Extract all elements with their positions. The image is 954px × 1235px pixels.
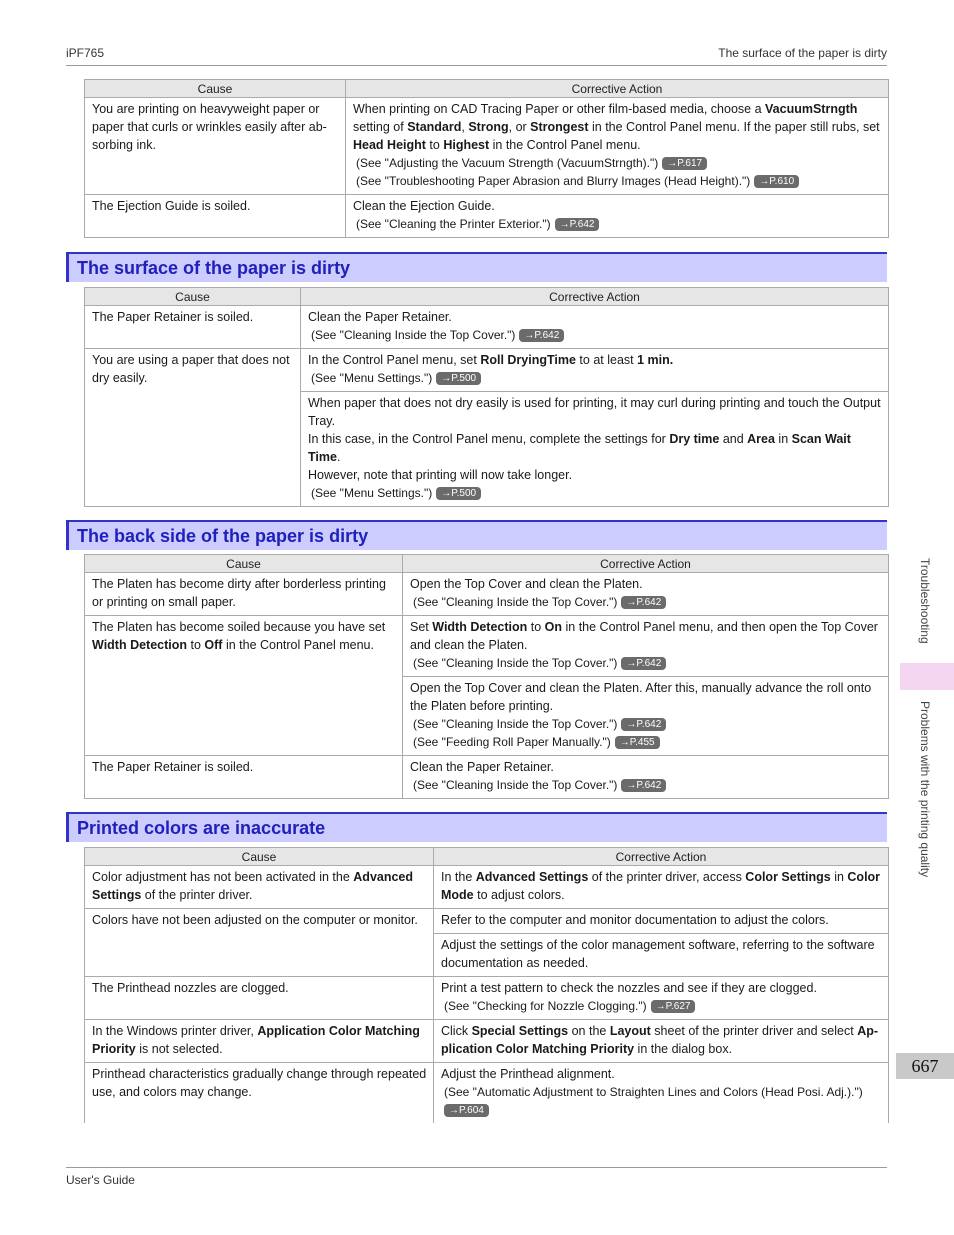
cause-cell: The Paper Retainer is soiled.: [85, 756, 403, 799]
page-link[interactable]: →P.617: [662, 157, 707, 170]
table-row: [85, 306, 889, 349]
action-cell: In the Control Panel menu, set Roll DryingTime to at least 1 min. (See "Menu Settings.") →P.500: [301, 349, 889, 392]
action-cell: When printing on CAD Tracing Paper or other film-based media, choose a VacuumStrngth setting of Standard, Strong, or Strongest in the Control Panel menu. If the paper still rubs, set Head Height to Highest in the Control Panel menu. (See "Adjusting the Vacuum Strength (VacuumStrngth).") →P.617 (See "Troubleshooting Paper Abrasion and Blurry Images (Head Height).") →P.610: [346, 98, 889, 195]
cause-cell: The Ejection Guide is soiled.: [85, 195, 346, 238]
cause-cell: The Paper Retainer is soiled.: [85, 306, 301, 349]
action-cell: Open the Top Cover and clean the Platen. After this, manually advance the roll onto the Platen before printing. (See "Cleaning Inside the Top Cover.") →P.642 (See "Feeding Roll Paper Manually.") →P.455: [403, 677, 889, 756]
table-continued: [84, 79, 889, 238]
col-header-action: Corrective Action: [346, 80, 889, 98]
cause-cell: Color adjustment has not been activated in the Advanced Settings of the printer driver.: [85, 866, 434, 909]
page-link[interactable]: →P.642: [621, 718, 666, 731]
reference: (See "Automatic Adjustment to Straighten Lines and Colors (Head Posi. Adj.).") →P.604: [444, 1085, 863, 1116]
table-colors-inaccurate: [84, 847, 889, 1123]
section-heading: [66, 252, 887, 282]
action-cell: In the Advanced Settings of the printer driver, access Color Settings in Color Mode to adjust colors.: [434, 866, 889, 909]
reference: (See "Cleaning Inside the Top Cover.") →P.642: [308, 326, 882, 344]
table-row: [85, 866, 889, 909]
page-link[interactable]: →P.500: [436, 487, 481, 500]
table-row: [85, 573, 889, 616]
page-link[interactable]: →P.610: [754, 175, 799, 188]
section-heading: [66, 812, 887, 842]
table-back-dirty: [84, 554, 889, 799]
sidebar-tab-marker: [900, 663, 954, 690]
action-cell: Click Special Settings on the Layout sheet of the printer driver and select Ap-plication Color Matching Priority in the dialog box.: [434, 1020, 889, 1063]
action-cell: Adjust the settings of the color management software, referring to the software documentation as needed.: [434, 934, 889, 977]
table-surface-dirty: [84, 287, 889, 507]
col-header-action: Corrective Action: [434, 848, 889, 866]
page-link[interactable]: →P.642: [621, 779, 666, 792]
action-cell: When paper that does not dry easily is used for printing, it may curl during printing and touch the Output Tray. In this case, in the Control Panel menu, complete the settings for Dry time and Area in Scan Wait Time. However, note that printing will now take longer. (See "Menu Settings.") →P.500: [301, 392, 889, 507]
col-header-action: Corrective Action: [301, 288, 889, 306]
section-title: The back side of the paper is dirty: [77, 526, 369, 546]
col-header-cause: Cause: [85, 848, 434, 866]
cause-cell: The Platen has become dirty after borderless printing or printing on small paper.: [85, 573, 403, 616]
page-header: [66, 45, 887, 66]
page-link[interactable]: →P.642: [621, 596, 666, 609]
page-footer: User's Guide: [66, 1167, 887, 1187]
section-title: Printed colors are inaccurate: [77, 818, 326, 838]
reference: (See "Cleaning Inside the Top Cover.") →P.642: [410, 715, 882, 733]
reference: (See "Adjusting the Vacuum Strength (VacuumStrngth).") →P.617: [353, 154, 882, 172]
reference: (See "Cleaning Inside the Top Cover.") →P.642: [410, 593, 882, 611]
table-row: [85, 349, 889, 392]
table-row: [85, 1063, 889, 1124]
col-header-cause: Cause: [85, 555, 403, 573]
table-row: [85, 1020, 889, 1063]
cause-cell: Printhead characteristics gradually change through repeated use, and colors may change.: [85, 1063, 434, 1124]
reference: (See "Checking for Nozzle Clogging.") →P.627: [441, 997, 882, 1015]
sidebar-subsection-label: Problems with the printing quality: [918, 701, 932, 878]
table-row: [85, 616, 889, 677]
reference: (See "Menu Settings.") →P.500: [308, 484, 882, 502]
action-cell: Clean the Ejection Guide. (See "Cleaning the Printer Exterior.") →P.642: [346, 195, 889, 238]
reference: (See "Menu Settings.") →P.500: [308, 369, 882, 387]
col-header-cause: Cause: [85, 288, 301, 306]
col-header-cause: Cause: [85, 80, 346, 98]
page-link[interactable]: →P.604: [444, 1104, 489, 1117]
cause-cell: Colors have not been adjusted on the computer or monitor.: [85, 909, 434, 977]
running-title: The surface of the paper is dirty: [718, 46, 887, 60]
table-row: [85, 98, 889, 195]
cause-cell: In the Windows printer driver, Application Color Matching Priority is not selected.: [85, 1020, 434, 1063]
action-cell: Set Width Detection to On in the Control Panel menu, and then open the Top Cover and clean the Platen. (See "Cleaning Inside the Top Cover.") →P.642: [403, 616, 889, 677]
page-link[interactable]: →P.455: [615, 736, 660, 749]
page-link[interactable]: →P.627: [651, 1000, 696, 1013]
sidebar-section-label: Troubleshooting: [918, 558, 932, 644]
action-cell: Print a test pattern to check the nozzles and see if they are clogged. (See "Checking for Nozzle Clogging.") →P.627: [434, 977, 889, 1020]
page-link[interactable]: →P.642: [621, 657, 666, 670]
action-cell: Clean the Paper Retainer. (See "Cleaning Inside the Top Cover.") →P.642: [301, 306, 889, 349]
action-cell: Adjust the Printhead alignment. (See "Automatic Adjustment to Straighten Lines and Colors (Head Posi. Adj.).") →P.604: [434, 1063, 889, 1124]
cause-cell: You are printing on heavyweight paper or paper that curls or wrinkles easily after ab-sorbing ink.: [85, 98, 346, 195]
reference: (See "Cleaning Inside the Top Cover.") →P.642: [410, 654, 882, 672]
reference: (See "Feeding Roll Paper Manually.") →P.455: [410, 733, 882, 751]
table-row: [85, 195, 889, 238]
action-cell: Refer to the computer and monitor documentation to adjust the colors.: [434, 909, 889, 934]
table-row: [85, 909, 889, 934]
action-cell: Open the Top Cover and clean the Platen. (See "Cleaning Inside the Top Cover.") →P.642: [403, 573, 889, 616]
col-header-action: Corrective Action: [403, 555, 889, 573]
model-name: iPF765: [66, 46, 105, 60]
action-cell: Clean the Paper Retainer. (See "Cleaning Inside the Top Cover.") →P.642: [403, 756, 889, 799]
reference: (See "Troubleshooting Paper Abrasion and Blurry Images (Head Height).") →P.610: [353, 172, 882, 190]
table-row: [85, 977, 889, 1020]
section-title: The surface of the paper is dirty: [77, 258, 351, 278]
cause-cell: The Printhead nozzles are clogged.: [85, 977, 434, 1020]
page-number: 667: [896, 1053, 954, 1079]
reference: (See "Cleaning the Printer Exterior.") →P.642: [353, 215, 882, 233]
page-link[interactable]: →P.642: [519, 329, 564, 342]
table-row: [85, 756, 889, 799]
section-heading: [66, 520, 887, 550]
page-link[interactable]: →P.500: [436, 372, 481, 385]
page-link[interactable]: →P.642: [555, 218, 600, 231]
cause-cell: You are using a paper that does not dry easily.: [85, 349, 301, 507]
cause-cell: The Platen has become soiled because you have set Width Detection to Off in the Control Panel menu.: [85, 616, 403, 756]
reference: (See "Cleaning Inside the Top Cover.") →P.642: [410, 776, 882, 794]
